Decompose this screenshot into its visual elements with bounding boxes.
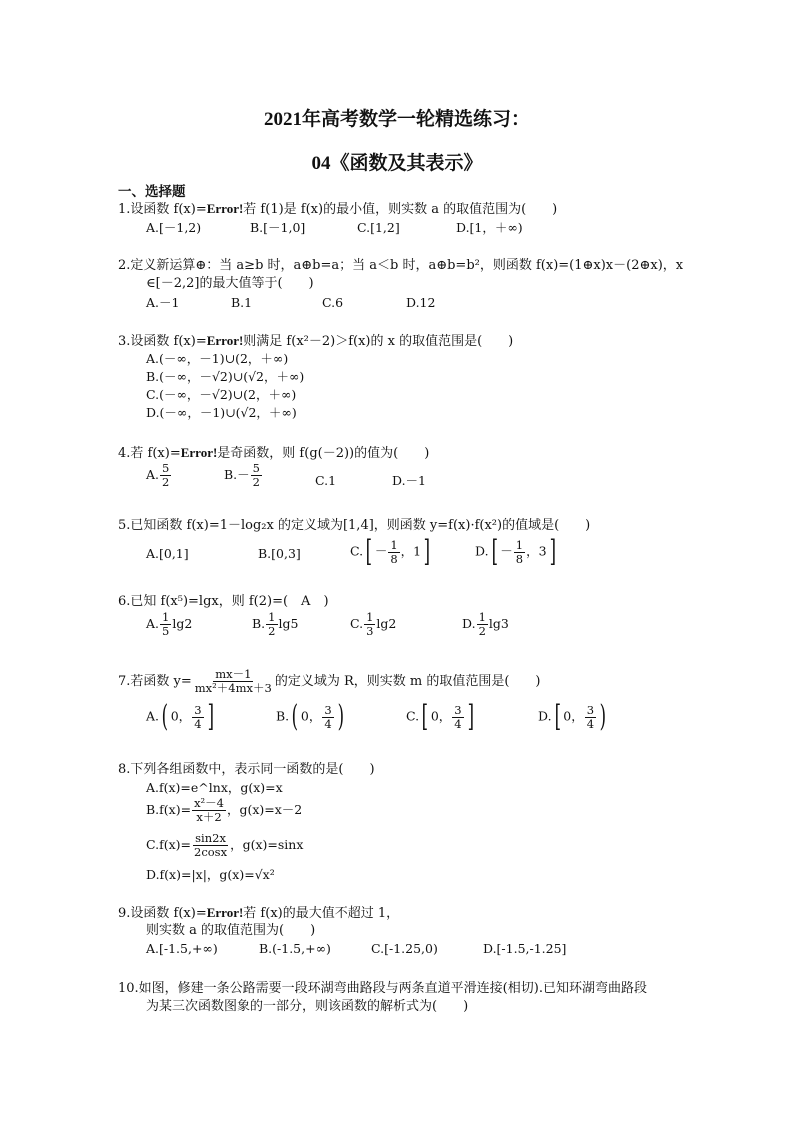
question-5-stem: 5.已知函数 f(x)=1－log₂x 的定义域为[1,4]，则函数 y=f(x)·f(x²)的值域是( ) xyxy=(118,518,591,533)
question-5-option-c: C.[ － $\frac{1}{8}$ ，1] xyxy=(350,534,431,569)
question-4-option-c: C.1 xyxy=(315,473,337,488)
question-3-option-a: A.(－∞，－1)∪(2，＋∞) xyxy=(146,351,289,366)
question-2-option-a: A.－1 xyxy=(146,295,180,310)
question-6-option-d: D. $\frac{1}{2}$ lg3 xyxy=(462,610,509,638)
question-7-stem: 7.若函数 y= $\frac{mx-1}{\text{mx²＋4mx＋3}}$ 的定义域为 R，则实数 m 的取值范围是( ) xyxy=(118,667,541,695)
fraction: $\frac{1}{8}$ xyxy=(390,537,398,566)
fraction: $\frac{3}{4}$ xyxy=(194,702,202,731)
question-1-option-d: D.[1，＋∞) xyxy=(456,220,523,235)
question-8-option-d: D.f(x)=|x|，g(x)=√x² xyxy=(146,867,275,882)
question-8-option-b: B.f(x)= $\frac{\text{x²－4}}{x+2}$ ，g(x)=x－2 xyxy=(146,796,303,824)
question-10-stem-line2: 为某三次函数图象的一部分，则该函数的解析式为( ) xyxy=(146,999,469,1014)
question-6-option-a: A. $\frac{1}{5}$ lg2 xyxy=(146,610,193,638)
fraction: $\frac{1}{3}$ xyxy=(366,610,374,638)
question-6-option-c: C. $\frac{1}{3}$ lg2 xyxy=(350,610,397,638)
question-7-option-a: A.( 0， $\frac{3}{4}$ ] xyxy=(146,699,214,734)
fraction: $\frac{1}{5}$ xyxy=(162,610,170,638)
question-1-option-c: C.[1,2] xyxy=(357,220,400,235)
question-10-stem-line1: 10.如图，修建一条公路需要一段环湖弯曲路段与两条直道平滑连接(相切).已知环湖弯曲路段 xyxy=(118,981,647,996)
question-5-option-b: B.[0,3] xyxy=(258,546,301,561)
fraction: $\frac{3}{4}$ xyxy=(324,702,332,731)
question-3-option-b: B.(－∞，－√2)∪(√2，＋∞) xyxy=(146,369,305,384)
question-9-stem: 9.设函数 f(x)=Error!若 f(x)的最大值不超过 1， xyxy=(118,905,400,921)
question-3-stem: 3.设函数 f(x)=Error!则满足 f(x²－2)＞f(x)的 x 的取值范围是( ) xyxy=(118,333,514,349)
fraction: $\frac{mx-1}{\text{mx²＋4mx＋3}}$ xyxy=(194,667,272,695)
fraction: $\frac{1}{8}$ xyxy=(515,537,524,566)
fraction: $\frac{3}{4}$ xyxy=(586,702,595,731)
question-1-option-a: A.[－1,2) xyxy=(146,220,202,235)
fraction: $\frac{\text{x²－4}}{x+2}$ xyxy=(194,796,224,824)
question-2-option-c: C.6 xyxy=(322,295,344,310)
page-title: 2021年高考数学一轮精选练习： xyxy=(263,109,530,130)
question-5-option-d: D.[ － $\frac{1}{8}$ ，3] xyxy=(475,534,556,569)
question-7-option-d: D.[ 0， $\frac{3}{4}$ ) xyxy=(538,699,607,734)
question-9-option-a: A.[-1.5,+∞) xyxy=(146,941,218,956)
question-8-stem: 8.下列各组函数中，表示同一函数的是( ) xyxy=(118,762,375,777)
question-7-option-b: B.( 0， $\frac{3}{4}$ ) xyxy=(276,699,344,734)
question-2-stem-line2: ∈[－2,2]的最大值等于( ) xyxy=(146,276,314,291)
fraction: $\frac{3}{4}$ xyxy=(454,702,462,731)
question-4-option-b: B.－ $\frac{5}{2}$ xyxy=(224,461,260,489)
question-3-option-c: C.(－∞，－√2)∪(2，＋∞) xyxy=(146,387,297,402)
fraction: $\frac{5}{2}$ xyxy=(252,461,260,489)
question-8-option-a: A.f(x)=e^lnx，g(x)=x xyxy=(146,780,283,795)
fraction: $\frac{5}{2}$ xyxy=(162,461,170,489)
fraction: $\frac{1}{2}$ xyxy=(268,610,276,638)
question-2-option-b: B.1 xyxy=(231,295,253,310)
question-8-option-c: C.f(x)= $\frac{\sin 2x}{2\cos x}$ ，g(x)=sinx xyxy=(146,831,304,859)
question-4-stem: 4.若 f(x)=Error!是奇函数，则 f(g(－2))的值为( ) xyxy=(118,445,430,461)
fraction: $\frac{1}{2}$ xyxy=(478,610,486,638)
page-subtitle: 04《函数及其表示》 xyxy=(311,153,483,174)
question-6-option-b: B. $\frac{1}{2}$ lg5 xyxy=(252,610,299,638)
question-9-option-b: B.(-1.5,+∞) xyxy=(259,941,331,956)
question-5-option-a: A.[0,1] xyxy=(146,546,189,561)
question-2-option-d: D.12 xyxy=(406,295,436,310)
question-9-stem-line2: 则实数 a 的取值范围为( ) xyxy=(146,923,316,938)
fraction: $\frac{\sin 2x}{2\cos x}$ xyxy=(194,831,228,859)
question-1-stem: 1.设函数 f(x)=Error!若 f(1)是 f(x)的最小值，则实数 a 的取值范围为( ) xyxy=(118,201,558,217)
question-6-stem: 6.已知 f(x⁵)=lgx，则 f(2)=( A ) xyxy=(118,594,329,609)
section-heading: 一、选择题 xyxy=(118,184,186,200)
question-9-option-c: C.[-1.25,0) xyxy=(371,941,438,956)
question-4-option-a: A. $\frac{5}{2}$ xyxy=(146,461,170,489)
question-9-option-d: D.[-1.5,-1.25] xyxy=(483,941,567,956)
question-1-option-b: B.[－1,0] xyxy=(250,220,306,235)
question-2-stem-line1: 2.定义新运算⊕：当 a≥b 时，a⊕b=a；当 a＜b 时，a⊕b=b²，则函数 f(x)=(1⊕x)x－(2⊕x)，x xyxy=(118,258,684,273)
question-7-option-c: C.[ 0， $\frac{3}{4}$ ] xyxy=(406,699,474,734)
question-3-option-d: D.(－∞，－1)∪(√2，＋∞) xyxy=(146,405,297,420)
question-4-option-d: D.－1 xyxy=(392,473,427,488)
